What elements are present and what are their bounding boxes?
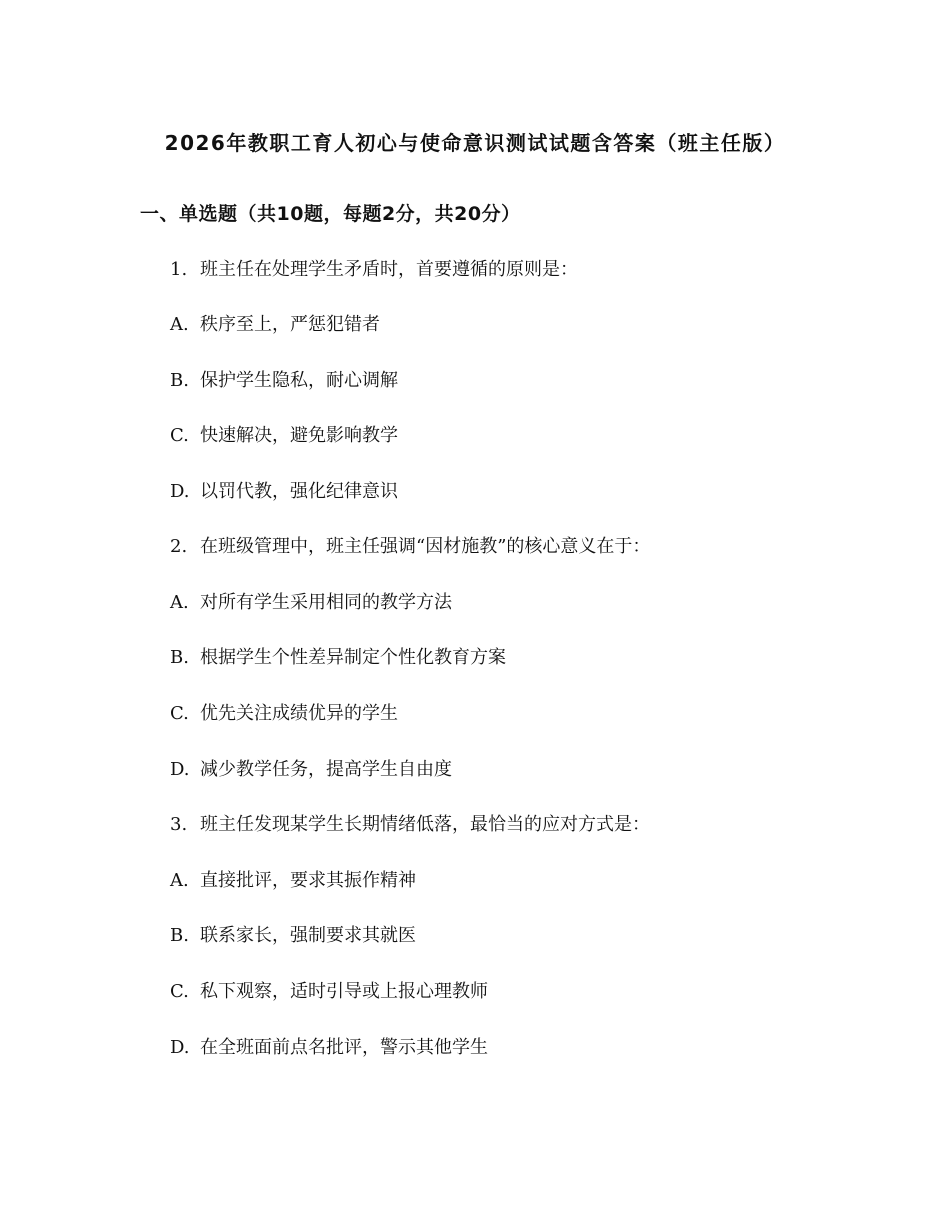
option-text: 快速解决，避免影响教学 (200, 425, 398, 446)
question-1-option-c (170, 422, 398, 450)
option-letter: A. (170, 314, 189, 335)
option-letter: D. (170, 481, 190, 502)
option-letter: D. (170, 1037, 190, 1058)
question-1-stem (170, 256, 578, 284)
option-text: 在全班面前点名批评，警示其他学生 (200, 1037, 488, 1058)
option-text: 优先关注成绩优异的学生 (200, 703, 398, 724)
question-2-stem (170, 533, 650, 561)
option-text: 直接批评，要求其振作精神 (200, 870, 416, 891)
question-1-option-a (170, 311, 380, 339)
option-text: 减少教学任务，提高学生自由度 (200, 759, 452, 780)
option-letter: C. (170, 425, 189, 446)
question-number: 3. (170, 814, 188, 835)
question-number: 1. (170, 259, 188, 280)
document-title: 2026年教职工育人初心与使命意识测试试题含答案（班主任版） (164, 131, 786, 155)
question-text: 在班级管理中，班主任强调“因材施教”的核心意义在于： (200, 536, 651, 557)
option-letter: D. (170, 759, 190, 780)
section-heading: 一、单选题（共10题，每题2分，共20分） (140, 203, 521, 225)
question-2-option-b (170, 644, 506, 672)
option-text: 对所有学生采用相同的教学方法 (200, 592, 452, 613)
option-text: 根据学生个性差异制定个性化教育方案 (200, 647, 506, 668)
question-1-option-d (170, 478, 398, 506)
option-letter: B. (170, 925, 189, 946)
question-text: 班主任在处理学生矛盾时，首要遵循的原则是： (200, 259, 578, 280)
question-3-stem (170, 811, 650, 839)
option-letter: B. (170, 370, 189, 391)
option-text: 保护学生隐私，耐心调解 (200, 370, 398, 391)
question-number: 2. (170, 536, 188, 557)
option-letter: B. (170, 647, 189, 668)
question-3-option-d (170, 1034, 488, 1062)
question-3-option-a (170, 867, 416, 895)
option-letter: A. (170, 592, 189, 613)
option-text: 联系家长，强制要求其就医 (200, 925, 416, 946)
option-letter: C. (170, 981, 189, 1002)
question-3-option-b (170, 922, 416, 950)
option-text: 秩序至上，严惩犯错者 (200, 314, 380, 335)
question-2-option-c (170, 700, 398, 728)
question-2-option-d (170, 756, 452, 784)
option-letter: C. (170, 703, 189, 724)
option-text: 私下观察，适时引导或上报心理教师 (200, 981, 488, 1002)
question-text: 班主任发现某学生长期情绪低落，最恰当的应对方式是： (200, 814, 650, 835)
question-2-option-a (170, 589, 452, 617)
option-letter: A. (170, 870, 189, 891)
question-3-option-c (170, 978, 488, 1006)
option-text: 以罚代教，强化纪律意识 (200, 481, 398, 502)
question-1-option-b (170, 367, 398, 395)
